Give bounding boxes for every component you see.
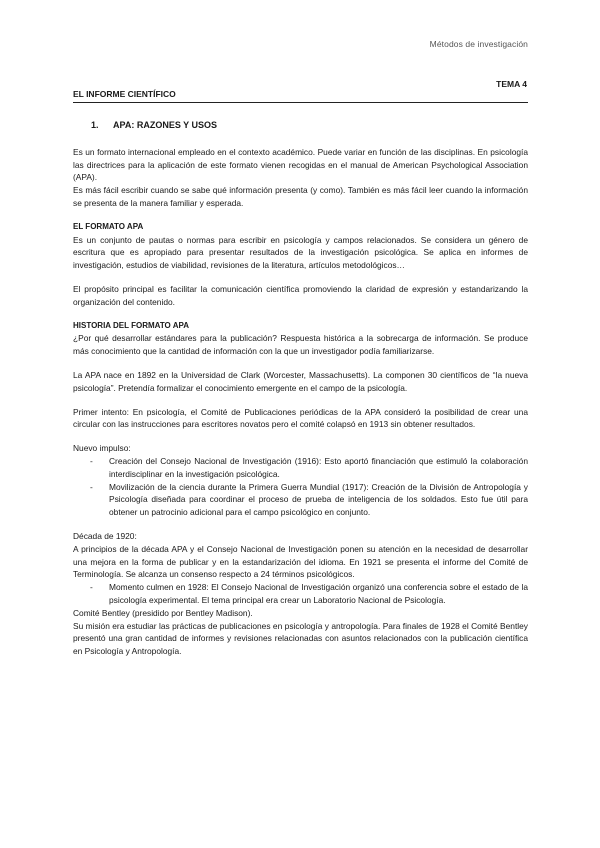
intro-paragraph-1: Es un formato internacional empleado en el contexto académico. Puede variar en función de las disciplinas. En psicología las directrices para la aplicación de este formato vienen recogidas en el manual de American Psychological Association (APA). (73, 146, 528, 183)
formato-paragraph-1: Es un conjunto de pautas o normas para escribir en psicología y campos relacionados. Se considera un género de escritura que es apropiado para presentar resultados de la investigación psicológica. Se aplica en informes de investigación, estudios de viabilidad, revisiones de la literatura, artículos metodológicos… (73, 234, 528, 271)
historia-paragraph-2: La APA nace en 1892 en la Universidad de Clark (Worcester, Massachusetts). La componen 30 científicos de “la nueva psicología”. Pretendía formalizar el conocimiento emergente en el campo de la psicología. (73, 369, 528, 393)
dash-bullet: - (90, 455, 93, 466)
list-item-text: Momento culmen en 1928: El Consejo Nacional de Investigación organizó una conferencia sobre el estado de la psicología experimental. El tema principal era crear un Laboratorio Nacional de Psicología. (109, 582, 528, 605)
formato-heading: EL FORMATO APA (73, 221, 144, 231)
list-item (73, 481, 528, 519)
list-item (73, 581, 528, 607)
nuevo-impulso-list (73, 455, 528, 519)
decada-paragraph-2: Su misión era estudiar las prácticas de publicaciones en psicología y antropología. Para finales de 1928 el Comité Bentley presentó una gran cantidad de informes y revisiones relacionadas con asuntos relacionados con la publicación científica en Psicología y Antropología. (73, 620, 528, 657)
section-number: 1. (91, 120, 99, 130)
tema-label: TEMA 4 (496, 79, 527, 89)
nuevo-impulso-heading: Nuevo impulso: (73, 443, 131, 454)
list-item-text: Movilización de la ciencia durante la Primera Guerra Mundial (1917): Creación de la División de Antropología y Psicología diseñada para coordinar el proceso de prueba de inteligencia de los soldados. Esto fue útil para obtener un patrocinio adicional para el campo psicológico en conjunto. (109, 481, 528, 518)
historia-paragraph-1: ¿Por qué desarrollar estándares para la publicación? Respuesta histórica a la sobrecarga de información. Se produce más conocimiento que la cantidad de información con la que un investigador podía familiarizarse. (73, 333, 528, 357)
historia-paragraph-3: Primer intento: En psicología, el Comité de Publicaciones periódicas de la APA consideró la posibilidad de crear una circular con las instrucciones para escritores novatos pero el comité colapsó en 1913 sin obtener resultados. (73, 406, 528, 430)
list-item-text: Creación del Consejo Nacional de Investigación (1916): Esto aportó financiación que estimuló la colaboración interdisciplinar en la investigación psicológica. (109, 455, 528, 479)
section-heading (73, 119, 528, 132)
list-item (73, 455, 528, 481)
document-body (73, 119, 528, 658)
decada-paragraph-1: A principios de la década APA y el Consejo Nacional de Investigación ponen su atención en la necesidad de desarrollar una mejora en la forma de publicar y en la estandarización del idioma. En 1921 se presenta el informe del Comité de Terminología. Se alcanza un consenso respecto a 24 términos psicológicos. (73, 543, 528, 580)
running-head: Métodos de investigación (429, 39, 528, 49)
title-rule (73, 102, 528, 103)
decada-list (73, 581, 528, 607)
decada-heading: Década de 1920: (73, 530, 137, 541)
historia-heading: HISTORIA DEL FORMATO APA (73, 320, 190, 330)
dash-bullet: - (90, 582, 93, 593)
intro-paragraph-2: Es más fácil escribir cuando se sabe qué información presenta (y como). También es más fácil leer cuando la información se presenta de la manera familiar y esperada. (73, 185, 528, 208)
section-title: APA: RAZONES Y USOS (113, 120, 218, 130)
dash-bullet: - (90, 481, 93, 492)
formato-paragraph-2: El propósito principal es facilitar la comunicación científica promoviendo la claridad de expresión y estandarizando la organización del contenido. (73, 283, 528, 307)
comite-bentley-line: Comité Bentley (presidido por Bentley Madison). (73, 607, 253, 618)
document-title: EL INFORME CIENTÍFICO (73, 89, 176, 99)
